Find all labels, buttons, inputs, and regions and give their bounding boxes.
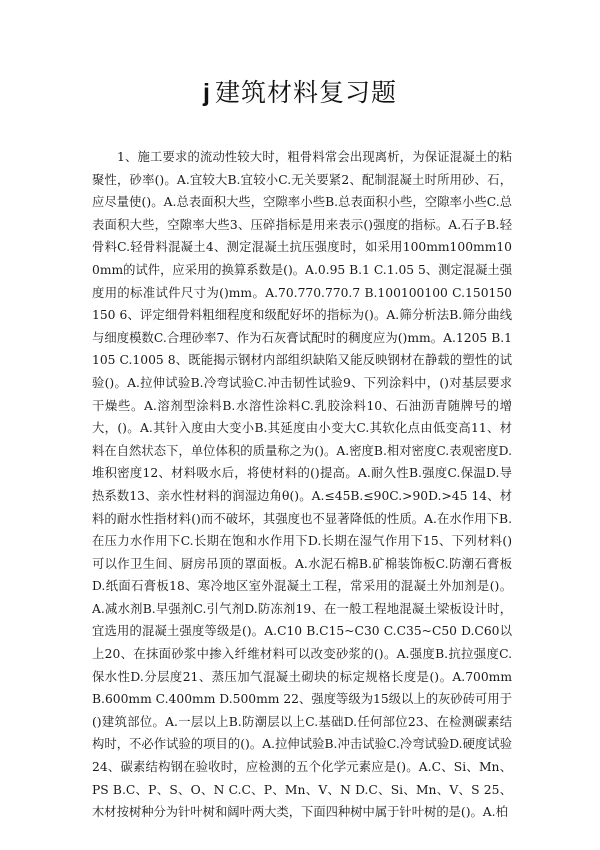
title-text: 建筑材料复习题 [214, 78, 397, 107]
title-mark: j [203, 79, 211, 107]
body-paragraph: 1、施工要求的流动性较大时，粗骨料常会出现离析，为保证混凝土的粘聚性，砂率()。A.宜较大B.宜较小C.无关要紧2、配制混凝土时所用砂、石，应尽量使()。A.总表面积大些，空隙率小些B.总表面积小些，空隙率小些C.总表面积大些，空隙率大些3、压碎指标是用来表示()强度的指标。A.石子B.轻骨料C.轻骨料混凝土4、测定混凝土抗压强度时，如采用100mm100mm100mm的试件，应采用的换算系数是()。A.0.95 B.1 C.1.05 5、测定混凝土强度用的标准试件尺寸为()mm。A.70.770.770.7 B.100100100 C.150150150 6、评定细骨料粗细程度和级配好坏的指标为()。A.筛分析法B.筛分曲线与细度模数C.合理砂率7、作为石灰膏试配时的稠度应为()mm。A.1205 B.1105 C.1005 8、既能揭示钢材内部组织缺陷又能反映钢材在静载的塑性的试验()。A.拉伸试验B.冷弯试验C.冲击韧性试验9、下列涂料中，()对基层要求干燥些。A.溶剂型涂料B.水溶性涂料C.乳胶涂料10、石油沥青随牌号的增大，()。A.其针入度由大变小B.其延度由小变大C.其软化点由低变高11、材料在自然状态下，单位体积的质量称之为()。A.密度B.相对密度C.表观密度D.堆积密度12、材料吸水后，将使材料的()提高。A.耐久性B.强度C.保温D.导热系数13、亲水性材料的润湿边角θ()。A.≤45B.≤90C.>90D.>45 14、材料的耐水性指材料()而不破坏，其强度也不显著降低的性质。A.在水作用下B.在压力水作用下C.长期在饱和水作用下D.长期在湿气作用下15、下列材料()可以作卫生间、厨房吊顶的罩面板。A.水泥石棉B.矿棉装饰板C.防潮石膏板D.纸面石膏板18、寒冷地区室外混凝土工程，常采用的混凝土外加剂是()。A.减水剂B.早强剂C.引气剂D.防冻剂19、在一般工程地混凝土梁板设计时，宜选用的混凝土强度等级是()。A.C10 B.C15~C30 C.C35~C50 D.C60以上20、在抹面砂浆中掺入纤维材料可以改变砂浆的()。A.强度B.抗拉强度C.保水性D.分层度21、蒸压加气混凝土砌块的标定规格长度是()。A.700mm B.600mm C.400mm D.500mm 22、强度等级为15级以上的灰砂砖可用于()建筑部位。A.一层以上B.防潮层以上C.基础D.任何部位23、在检测碳素结构时，不必作试验的项目的()。A.拉伸试验B.冲击试验C.冷弯试验D.硬度试验24、碳素结构钢在验收时，应检测的五个化学元素应是()。A.C、Si、Mn、PS B.C、P、S、O、N C.C、P、Mn、V、N D.C、Si、Mn、V、S 25、木材按树种分为针叶树和阔叶两大类，下面四种树中属于针叶树的是()。A.柏 [92, 150, 512, 820]
document-body [92, 146, 512, 824]
document-title [0, 76, 600, 110]
